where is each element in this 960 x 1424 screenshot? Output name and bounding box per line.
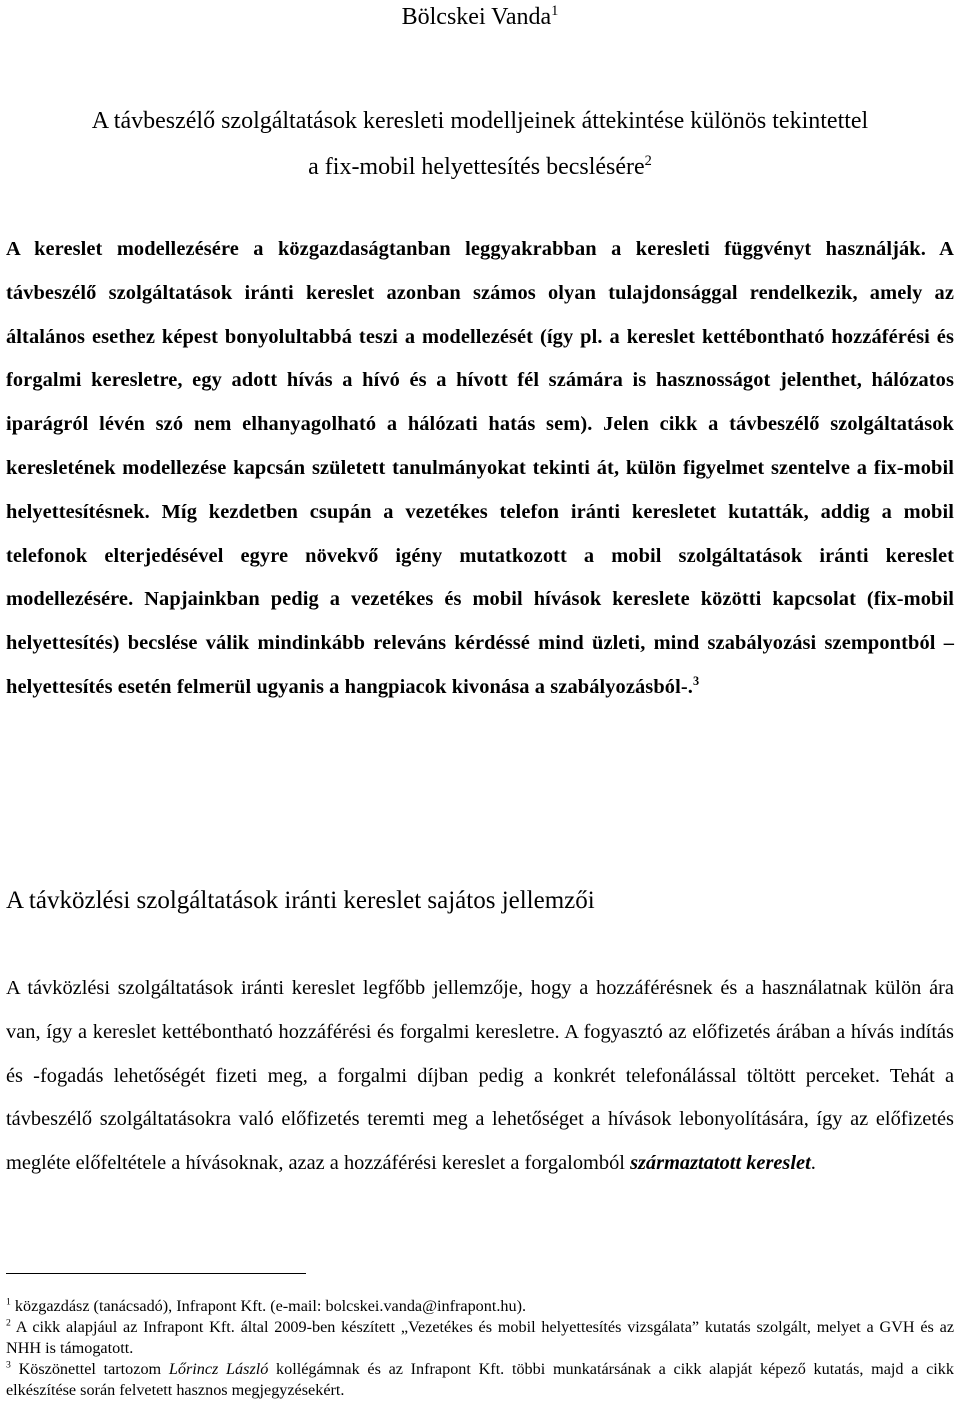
abstract-text: A kereslet modellezésére a közgazdaságtanban leggyakrabban a keresleti függvényt használják. A távbeszélő szolgáltatások iránti kereslet azonban számos olyan tulajdonsággal rendelkezik, amely az általános esethez képest bonyolultabbá teszi a modellezését (így pl. a kereslet kettébontható hozzáférési és forgalmi keresletre, egy adott hívás a hívó és a hívott fél számára is hasznosságot jelenthet, hálózatos iparágról lévén szó nem elhanyagolható a hálózati hatás sem). Jelen cikk a távbeszélő szolgáltatások keresletének modellezése kapcsán született tanulmányokat tekinti át, külön figyelmet szentelve a fix-mobil helyettesítésnek. Míg kezdetben csupán a vezetékes telefon iránti keresletet kutatták, addig a mobil telefonok elterjedésével egyre növekvő igény mutatkozott a mobil szolgáltatások iránti kereslet modellezésére. Napjainkban pedig a vezetékes és mobil hívások kereslete közötti kapcsolat (fix-mobil helyettesítés) becslése válik mindinkább releváns kérdéssé mind üzleti, mind szabályozási szempontból –helyettesítés esetén felmerül ugyanis a hangpiacok kivonása a szabályozásból-. xyxy=(6,238,954,698)
footnote-1-text: közgazdász (tanácsadó), Infrapont Kft. (e-mail: bolcskei.vanda@infrapont.hu). xyxy=(10,1297,527,1315)
author-footnote-ref[interactable]: 1 xyxy=(551,3,559,19)
footnote-1 xyxy=(6,1296,954,1317)
footnote-3-name: Lőrincz László xyxy=(168,1360,269,1378)
body-emphasis: származtatott kereslet xyxy=(630,1152,811,1175)
document-title xyxy=(0,98,960,190)
footnote-2-number: 2 xyxy=(6,1317,11,1329)
title-line-2-text: a fix-mobil helyettesítés becslésére xyxy=(308,154,645,180)
body-paragraph xyxy=(6,967,954,1186)
footnote-separator xyxy=(6,1273,306,1274)
section-heading: A távközlési szolgáltatások iránti kereslet sajátos jellemzői xyxy=(6,887,595,914)
title-footnote-ref[interactable]: 2 xyxy=(644,153,652,169)
footnote-2-text: A cikk alapjául az Infrapont Kft. által 2009-ben készített „Vezetékes és mobil helyettesítés vizsgálata” kutatás szolgált, melyet a GVH és az NHH is támogatott. xyxy=(6,1318,954,1357)
abstract-paragraph xyxy=(6,228,954,710)
footnotes xyxy=(6,1296,954,1401)
footnote-2 xyxy=(6,1317,954,1359)
author-name: Bölcskei Vanda xyxy=(401,4,552,30)
footnote-1-number: 1 xyxy=(6,1296,11,1308)
body-end: . xyxy=(810,1152,816,1175)
abstract-footnote-ref[interactable]: 3 xyxy=(692,674,700,689)
title-line-1: A távbeszélő szolgáltatások keresleti modelljeinek áttekintése különös tekintettel xyxy=(91,108,869,134)
footnote-3 xyxy=(6,1359,954,1401)
body-text: A távközlési szolgáltatások iránti kereslet legfőbb jellemzője, hogy a hozzáférésnek és a használatnak külön ára van, így a kereslet kettébontható hozzáférési és forgalmi keresletre. A fogyasztó az előfizetés árában a hívás indítás és -fogadás lehetőségét fizeti meg, a forgalmi díjban pedig a konkrét telefonálással töltött perceket. Tehát a távbeszélő szolgáltatásokra való előfizetés teremti meg a lehetőséget a hívások lebonyolítására, így az előfizetés megléte előfeltétele a hívásoknak, azaz a hozzáférési kereslet a forgalomból xyxy=(6,977,954,1175)
footnote-3-post: kollégámnak és az Infrapont Kft. többi munkatársának a cikk alapját képező kutatás, majd a cikk elkészítése során felvetett hasznos megjegyzésekért. xyxy=(6,1360,954,1399)
footnote-3-pre: Köszönettel tartozom xyxy=(10,1360,169,1378)
title-line-2 xyxy=(0,144,960,190)
author-line xyxy=(0,2,960,32)
footnote-3-number: 3 xyxy=(6,1359,11,1371)
